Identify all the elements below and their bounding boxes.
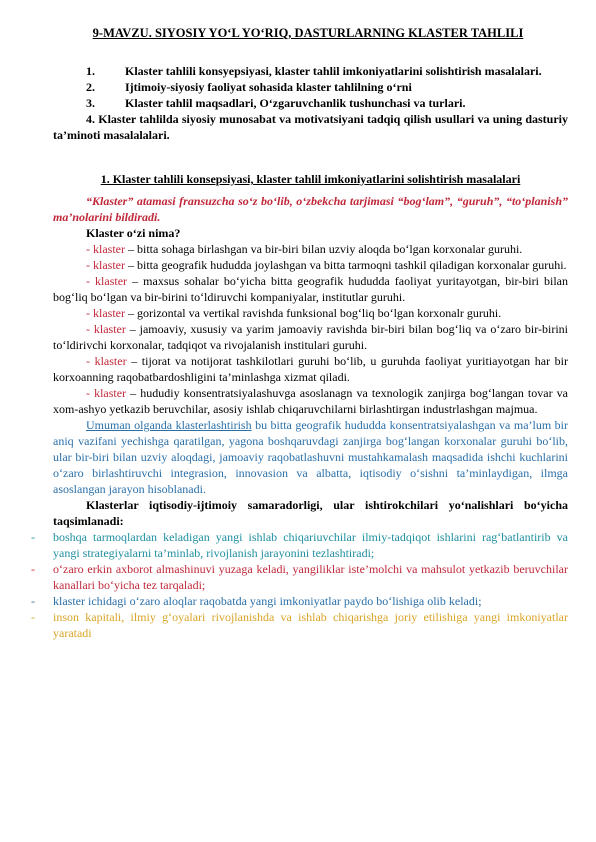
list-item-text: boshqa tarmoqlardan keladigan yangi ishlab chiqariuvchilar ilmiy-tadqiqot ishlarini rag‘batlantirib va yangi strategiyalarni ta’minlab, rivojlanish jarayonini tezlashtiradi; [53, 530, 568, 560]
definition-item [53, 273, 568, 305]
definition-term: - klaster [86, 242, 125, 256]
definition-item [53, 385, 568, 417]
outline-text: 4. Klaster tahlilda siyosiy munosabat va motivatsiyani tadqiq qilish usullari va uning dasturiy ta’minoti masalalalari. [53, 112, 568, 142]
outline-number: 1. [86, 64, 95, 78]
definition-text: – bitta sohaga birlashgan va bir-biri bilan uzviy aloqda bo‘lgan korxonalar guruhi. [124, 242, 523, 256]
summary-text: bu bitta geografik hududda konsentratsiyalashgan va ma’lum bir aniq vazifani yechishga qaratilgan, yagona boshqaruvdagi zanjirga bog‘langan korxonalar guruhi bo‘lib, ular bir-biri bilan uzviy aloqdagi, jamoaviy raqobatlashuvni mustahkamalash maqsadida ishchi kuchlarini o‘zaro birlashtiruvchi integrasion, innovasion va albatta, iqtisodiy o‘sishni ta’minlaydigan, ilmga asoslangan jarayon hisoblanadi. [53, 418, 568, 496]
list-item-text: inson kapitali, ilmiy g‘oyalari rivojlanishda va ishlab chiqarishga joriy etilishiga yangi imkoniyatlar yaratadi [53, 610, 568, 640]
definition-term: - klaster [86, 258, 125, 272]
intro-paragraph: “Klaster” atamasi fransuzcha so‘z bo‘lib, o‘zbekcha tarjimasi “bog‘lam”, “guruh”, “to‘planish” ma’nolarini bildiradi. [53, 194, 568, 224]
definition-term: - klaster [86, 274, 128, 288]
definition-term: - klaster [86, 386, 127, 400]
definition-text: – maxsus sohalar bo‘yicha bitta geografik hududda faoliyat yuritayotgan, bir-biri bilan bog‘liq bo‘lgan va bir-birini to‘ldiruvchi kompaniyalar, institutlar guruhi. [53, 274, 569, 304]
summary-paragraph [53, 417, 568, 497]
definition-item [53, 241, 568, 257]
list-item [31, 561, 568, 593]
list-dash: - [31, 610, 35, 624]
list-item [31, 609, 568, 641]
list-item-text: o‘zaro erkin axborot almashinuvi yuzaga keladi, yangiliklar iste’molchi va mahsulot yetkazib beruvchilar kanallari bo‘yicha tez tarqaladi; [53, 562, 568, 592]
outline-text: Klaster tahlili konsyepsiyasi, klaster tahlil imkoniyatlarini solishtirish masalalari. [125, 64, 542, 78]
outline-item [53, 63, 568, 79]
document-title: 9-MAVZU. SIYOSIY YO‘L YO‘RIQ, DASTURLARNING KLASTER TAHLILI [92, 26, 524, 40]
list-item [31, 593, 568, 609]
definition-term: - klaster [86, 306, 125, 320]
definition-item [53, 321, 568, 353]
definition-term: - klaster [86, 354, 127, 368]
definition-text: – gorizontal va vertikal ravishda funksional bog‘liq bo‘lgan korxonalr guruhi. [124, 306, 502, 320]
outline-item [53, 95, 568, 111]
outline-number: 3. [86, 96, 95, 110]
benefits-heading: Klasterlar iqtisodiy-ijtimoiy samaradorligi, ular ishtirokchilari yo‘nalishlari bo‘yicha taqsimlanadi: [53, 498, 568, 528]
outline-number: 2. [86, 80, 95, 94]
definition-item [53, 257, 568, 273]
definition-term: - klaster [86, 322, 126, 336]
list-dash: - [31, 562, 35, 576]
definition-text: – bitta geografik hududda joylashgan va bitta tarmoqni tashkil qiladigan korxonalar guruhi. [124, 258, 567, 272]
list-item-text: klaster ichidagi o‘zaro aloqlar raqobatda yangi imkoniyatlar paydo bo‘lishiga olib keladi; [53, 594, 482, 608]
definition-text: – hududiy konsentratsiyalashuvga asoslanagn va texnologik zanjirga bog‘langan tovar va xom-ashyo yetkazib beruvchilar, asosiy ishlab chiqaruvchilarni birlashtirgan industrlashgan majmua. [53, 386, 568, 416]
section-title: 1. Klaster tahlili konsepsiyasi, klaster tahlil imkoniyatlarini solishtirish masalalari [100, 172, 521, 186]
definition-item [53, 305, 568, 321]
outline-text: Klaster tahlil maqsadlari, O‘zgaruvchanlik tushunchasi va turlari. [125, 96, 466, 110]
definition-text: – tijorat va notijorat tashkilotlari guruhi bo‘lib, u guruhda faoliyat yuritiayotgan har bir korxoanning raqobatbardoshligini ta’minlashga xizmat qiladi. [53, 354, 568, 384]
definition-text: – jamoaviy, xususiy va yarim jamoaviy ravishda bir-biri bilan bog‘liq va o‘zaro bir-birini to‘ldirivchi korxonalar, tadqiqot va rivojalanish institulari guruhi. [53, 322, 569, 352]
outline-item [53, 79, 568, 95]
list-dash: - [31, 530, 35, 544]
summary-link[interactable]: Umuman olganda klasterlashtirish [86, 418, 252, 432]
document-body [31, 63, 569, 641]
list-item [31, 529, 568, 561]
question-heading: Klaster o‘zi nima? [86, 226, 181, 240]
benefits-list [31, 529, 568, 641]
outline-item [53, 111, 568, 143]
list-dash: - [31, 594, 35, 608]
definition-item [53, 353, 568, 385]
outline-text: Ijtimoiy-siyosiy faoliyat sohasida klaster tahlilning o‘rni [125, 80, 412, 94]
